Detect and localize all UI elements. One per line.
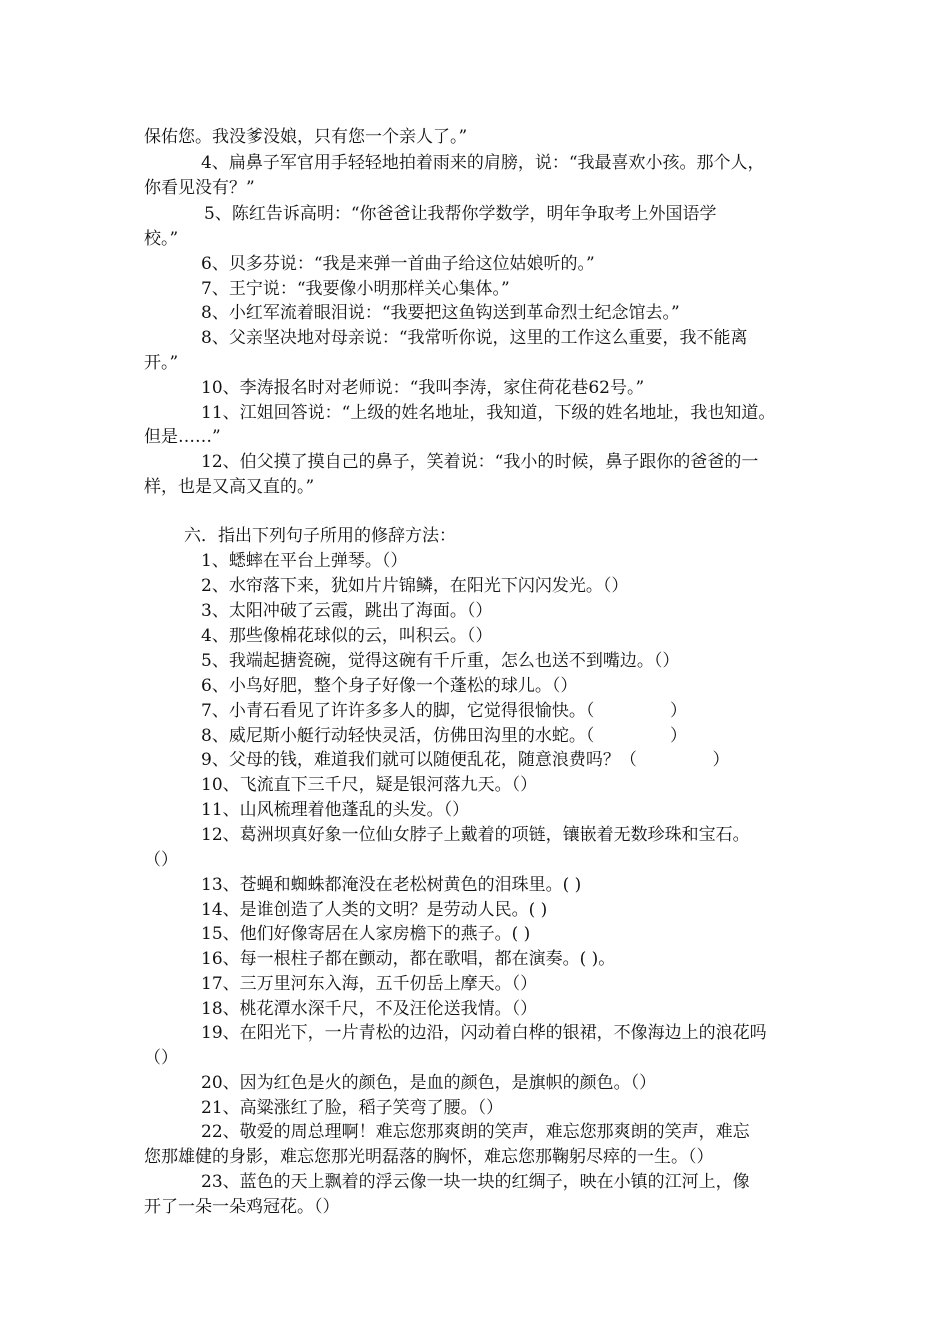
question-item: 11、山风梳理着他蓬乱的头发。（） [201, 800, 470, 820]
text-line: 11、江姐回答说：“上级的姓名地址，我知道，下级的姓名地址，我也知道。 [201, 403, 776, 423]
question-item: 17、三万里河东入海，五千仞岳上摩天。（） [201, 974, 538, 994]
question-item: 2、水帘落下来，犹如片片锦鳞，在阳光下闪闪发光。（） [201, 576, 629, 596]
question-item: 7、小青石看见了许许多多人的脚，它觉得很愉快。（ ） [201, 701, 687, 721]
text-line: 你看见没有？” [144, 178, 255, 198]
text-line: 保佑您。我没爹没娘，只有您一个亲人了。” [144, 127, 468, 147]
text-line: 8、父亲坚决地对母亲说：“我常听你说，这里的工作这么重要，我不能离 [201, 328, 748, 348]
question-item: 19、在阳光下，一片青松的边沿，闪动着白桦的银裙，不像海边上的浪花吗 [201, 1023, 767, 1043]
question-item: 21、高粱涨红了脸，稻子笑弯了腰。（） [201, 1098, 504, 1118]
question-item: 13、苍蝇和蜘蛛都淹没在老松树黄色的泪珠里。( ) [201, 875, 582, 895]
question-item: 16、每一根柱子都在颤动，都在歌唱，都在演奏。( )。 [201, 949, 616, 969]
question-item: 1、蟋蟀在平台上弹琴。（） [201, 551, 408, 571]
question-item: 5、我端起搪瓷碗，觉得这碗有千斤重，怎么也送不到嘴边。（） [201, 651, 680, 671]
text-line: 7、王宁说：“我要像小明那样关心集体。” [201, 279, 510, 299]
question-item: 8、威尼斯小艇行动轻快灵活，仿佛田沟里的水蛇。（ ） [201, 726, 687, 746]
question-item: 开了一朵一朵鸡冠花。（） [144, 1197, 340, 1217]
text-line: 开。” [144, 353, 179, 373]
question-item: 14、是谁创造了人类的文明？是劳动人民。( ) [201, 900, 548, 920]
text-line: 样，也是又高又直的。” [144, 477, 315, 497]
question-item: 12、葛洲坝真好象一位仙女脖子上戴着的项链，镶嵌着无数珍珠和宝石。 [201, 825, 750, 845]
question-item: 3、太阳冲破了云霞，跳出了海面。（） [201, 601, 493, 621]
question-item: 6、小鸟好肥，整个身子好像一个蓬松的球儿。（） [201, 676, 578, 696]
question-item: 15、他们好像寄居在人家房檐下的燕子。( ) [201, 924, 531, 944]
question-item: 18、桃花潭水深千尺，不及汪伦送我情。（） [201, 999, 538, 1019]
question-item: （） [144, 1048, 178, 1068]
question-item: 9、父母的钱，难道我们就可以随便乱花，随意浪费吗？（ ） [201, 750, 730, 770]
question-item: 您那雄健的身影，难忘您那光明磊落的胸怀，难忘您那鞠躬尽瘁的一生。（） [144, 1147, 714, 1167]
question-item: 10、飞流直下三千尺，疑是银河落九天。（） [201, 775, 538, 795]
question-item: 4、那些像棉花球似的云，叫积云。（） [201, 626, 493, 646]
text-line: 6、贝多芬说：“我是来弹一首曲子给这位姑娘听的。” [201, 254, 595, 274]
text-line: 12、伯父摸了摸自己的鼻子，笑着说：“我小的时候，鼻子跟你的爸爸的一 [201, 452, 759, 472]
section-heading: 六．指出下列句子所用的修辞方法： [184, 526, 456, 546]
text-line: 校。” [144, 229, 179, 249]
text-line: 5、陈红告诉高明：“你爸爸让我帮你学数学，明年争取考上外国语学 [204, 204, 717, 224]
text-line: 10、李涛报名时对老师说：“我叫李涛，家住荷花巷62号。” [201, 378, 645, 398]
text-line: 4、扁鼻子军官用手轻轻地拍着雨来的肩膀，说：“我最喜欢小孩。那个人， [201, 153, 765, 173]
text-line: 但是……” [144, 427, 221, 447]
text-line: 8、小红军流着眼泪说：“我要把这鱼钩送到革命烈士纪念馆去。” [201, 303, 680, 323]
question-item: 22、敬爱的周总理啊！难忘您那爽朗的笑声，难忘您那爽朗的笑声，难忘 [201, 1122, 750, 1142]
question-item: 23、蓝色的天上飘着的浮云像一块一块的红绸子，映在小镇的江河上，像 [201, 1172, 750, 1192]
question-item: 20、因为红色是火的颜色，是血的颜色，是旗帜的颜色。（） [201, 1073, 657, 1093]
question-item: （） [144, 850, 178, 870]
